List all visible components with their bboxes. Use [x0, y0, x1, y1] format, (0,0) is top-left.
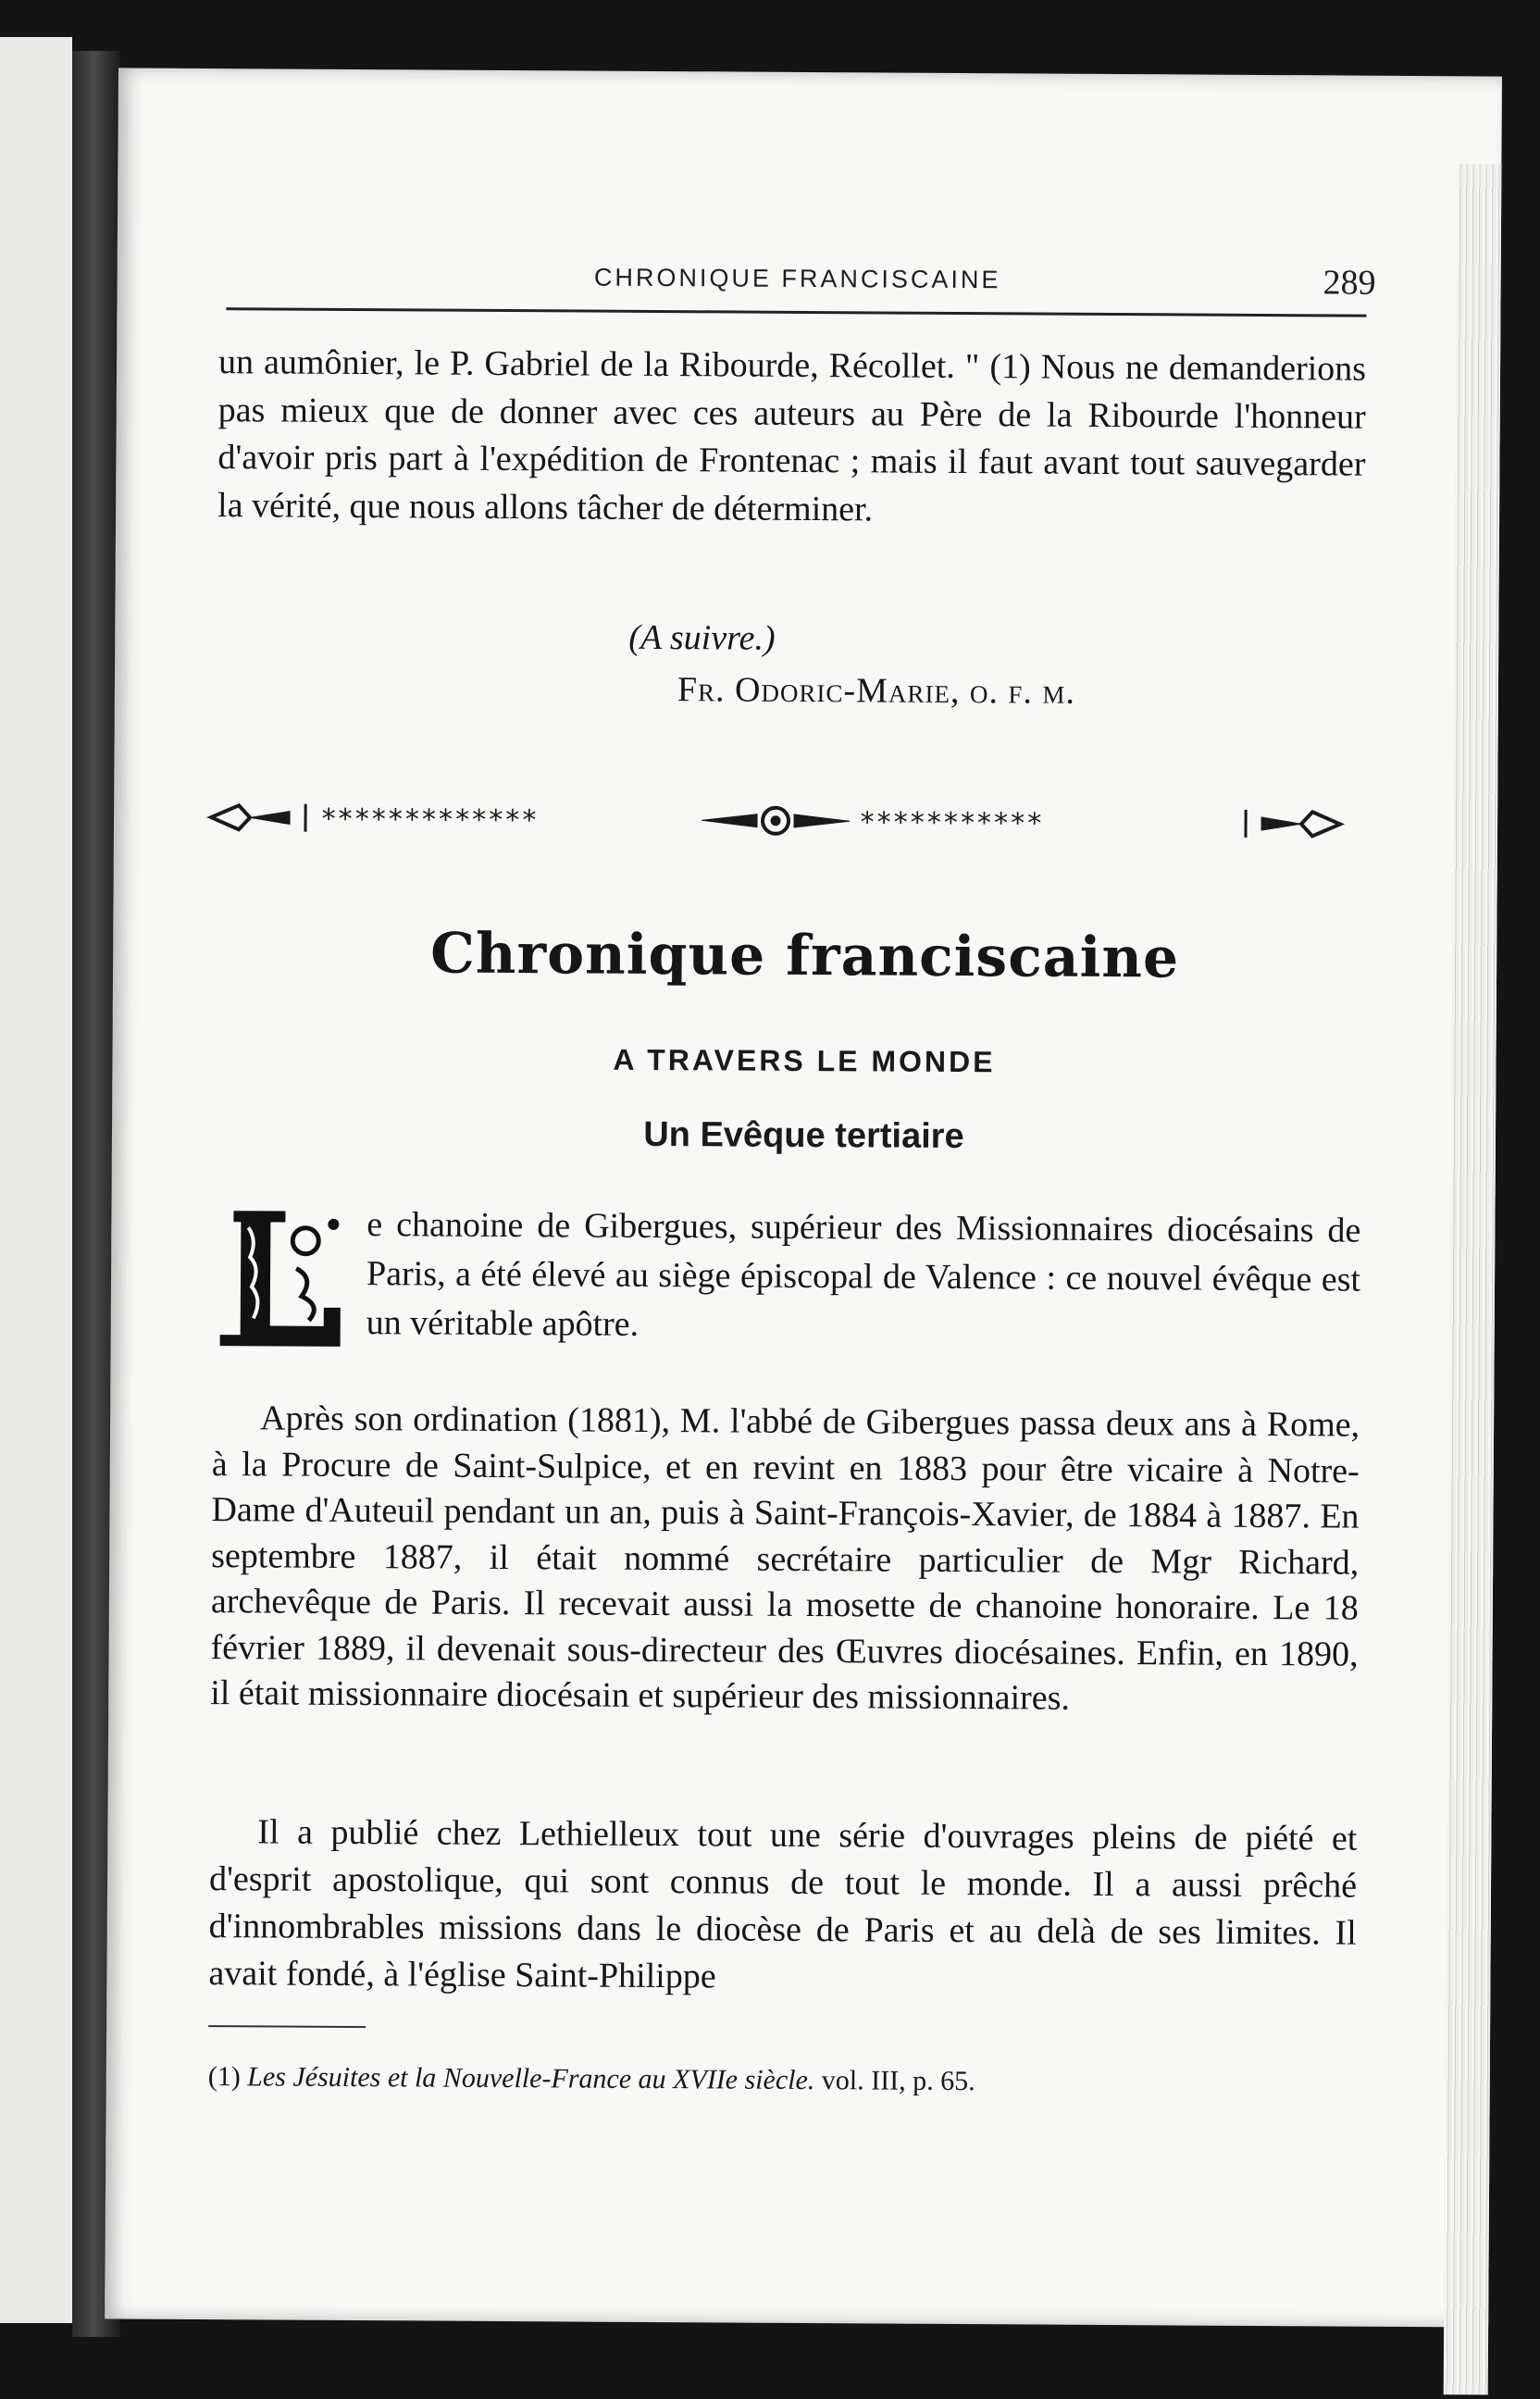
page-header	[228, 254, 1376, 307]
footnote-rule	[208, 2025, 366, 2028]
to-be-continued	[628, 617, 776, 659]
left-page-edge	[0, 37, 72, 2323]
drop-cap	[213, 1203, 353, 1352]
article-paragraph-1-opening: e chanoine de Gibergues, supérieur des Missionnaires diocésains de Paris, a été élevé au siège épiscopal de Valence : ce nouvel évêque est un véritable apôtre.	[366, 1205, 1361, 1344]
drop-cap-letter-icon	[213, 1203, 353, 1352]
header-rule	[226, 307, 1366, 317]
article-paragraph-1: Après son ordination (1881), M. l'abbé de Gibergues passa deux ans à Rome, à la Procure de Saint-Sulpice, et en revint en 1883 pour être vicaire à Notre-Dame d'Auteuil pendant un an, puis à Saint-François-Xavier, de 1884 à 1887. En septembre 1887, il était nommé secrétaire particulier de Mgr Richard, archevêque de Paris. Il recevait aussi la mosette de chanoine honoraire. Le 18 février 1889, il devenait sous-directeur des Œuvres diocésaines. Enfin, en 1890, il était missionnaire diocésain et supérieur des missionnaires.	[210, 1398, 1360, 1718]
article-title: Un Evêque tertiaire	[643, 1114, 964, 1157]
running-head: CHRONIQUE FRANCISCAINE	[593, 263, 1001, 294]
footnote	[208, 2058, 1356, 2103]
page-number: 289	[1323, 263, 1376, 303]
footnote-marker: (1)	[207, 2061, 241, 2093]
section-subtitle: A TRAVERS LE MONDE	[613, 1042, 996, 1079]
continuation-paragraph: un aumônier, le P. Gabriel de la Ribourde, Récollet. " (1) Nous ne demanderions pas mieux que de donner avec ces auteurs au Père de la Ribourde l'honneur d'avoir pris part à l'expédition de Frontenac ; mais il faut avant tout sauvegarder la vérité, que nous allons tâcher de déterminer.	[217, 342, 1367, 528]
author-signature: Fr. Odoric-Marie, o. f. m.	[677, 670, 1076, 712]
svg-text:*************: *************	[319, 802, 538, 838]
footnote-title: Les Jésuites et la Nouvelle-France au XVIIe siècle.	[247, 2061, 815, 2096]
to-be-continued-text: (A suivre.)	[628, 617, 776, 658]
page-stack-edge	[1444, 164, 1502, 2394]
section-title: Chronique franciscaine	[429, 921, 1180, 991]
drop-cap-text: L	[279, 1299, 286, 1311]
book-page	[105, 68, 1502, 2327]
footnote-reference: vol. III, p. 65.	[821, 2065, 975, 2097]
article-paragraph-2: Il a publié chez Lethielleux tout une série d'ouvrages pleins de piété et d'esprit apostolique, qui sont connus de tout le monde. Il a aussi prêché d'innombrables missions dans le diocèse de Paris et au delà de ses limites. Il avait fondé, à l'église Saint-Philippe	[208, 1812, 1358, 1996]
ornamental-divider-icon	[202, 792, 1349, 850]
svg-text:***********: ***********	[858, 806, 1043, 840]
